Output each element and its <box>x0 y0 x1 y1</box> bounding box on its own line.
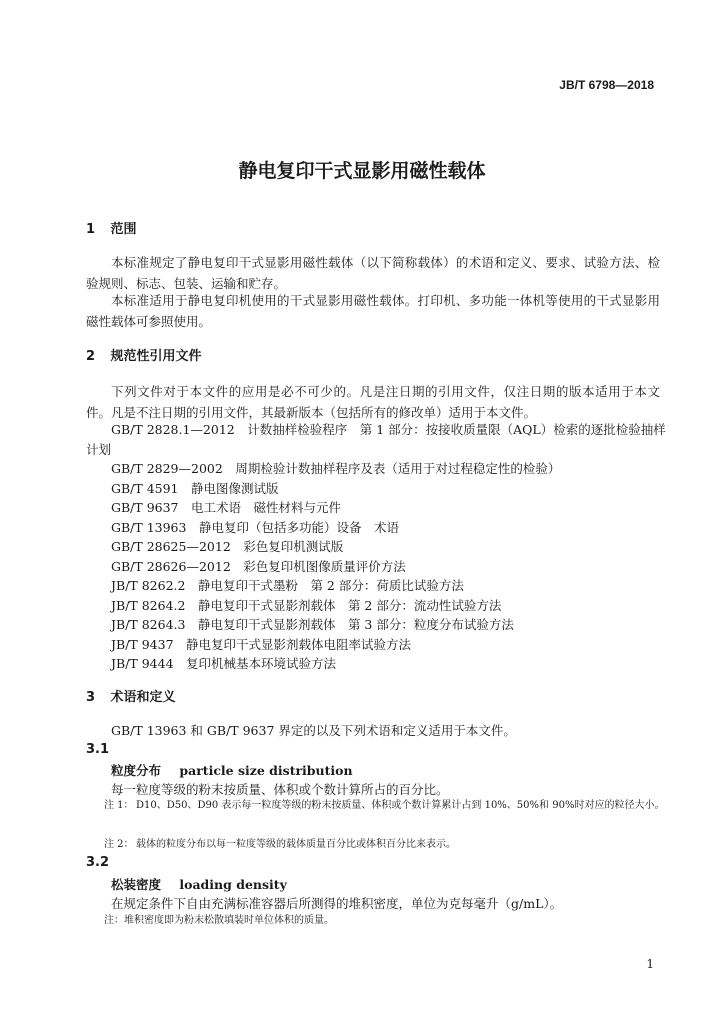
reference-item: GB/T 9637 电工术语 磁性材料与元件 <box>111 500 342 515</box>
term-chinese: 粒度分布 <box>111 763 162 778</box>
section-3-heading <box>86 686 176 705</box>
reference-list <box>86 420 666 674</box>
note-label: 注： <box>104 915 124 926</box>
section-number: 1 <box>86 222 96 237</box>
section-3-intro: GB/T 13963 和 GB/T 9637 界定的以及下列术语和定义适用于本文件。 <box>111 723 516 738</box>
section-number: 3 <box>86 690 96 705</box>
section-1-heading <box>86 218 137 237</box>
reference-item: GB/T 28625—2012 彩色复印机测试版 <box>111 539 344 554</box>
term-number: 3.1 <box>86 742 110 757</box>
reference-item: JB/T 8264.3 静电复印干式显影剂载体 第 3 部分：粒度分布试验方法 <box>111 617 514 632</box>
document-title: 静电复印干式显影用磁性载体 <box>238 160 486 182</box>
reference-item: GB/T 2829—2002 周期检验计数抽样程序及表（适用于对过程稳定性的检验） <box>111 461 561 476</box>
standard-code: JB/T 6798—2018 <box>559 78 654 92</box>
section-title: 术语和定义 <box>110 690 176 705</box>
note-label: 注 1： <box>104 800 134 811</box>
reference-item: GB/T 28626—2012 彩色复印机图像质量评价方法 <box>111 558 406 574</box>
reference-item: JB/T 8262.2 静电复印干式墨粉 第 2 部分：荷质比试验方法 <box>111 578 464 593</box>
section-2-heading <box>86 345 202 364</box>
term-heading <box>111 875 287 893</box>
reference-item: JB/T 8264.2 静电复印干式显影剂载体 第 2 部分：流动性试验方法 <box>111 597 502 613</box>
note-text: 堆积密度即为粉末松散填装时单位体积的质量。 <box>124 915 334 926</box>
section-number: 2 <box>86 349 96 364</box>
term-definition: 每一粒度等级的粉末按质量、体积或个数计算所占的百分比。 <box>111 782 449 797</box>
reference-item: GB/T 2828.1—2012 计数抽样检验程序 第 1 部分：按接收质量限（AQL）检索的逐批检验抽样计划 <box>86 422 666 457</box>
note-label: 注 2： <box>104 839 134 850</box>
term-note <box>104 911 670 931</box>
reference-item: GB/T 13963 静电复印（包括多功能）设备 术语 <box>111 519 399 535</box>
note-text: 载体的粒度分布以每一粒度等级的载体质量百分比或体积百分比来表示。 <box>136 839 456 850</box>
section-1-paragraph-2: 本标准适用于静电复印机使用的干式显影用磁性载体。打印机、多功能一体机等使用的干式显影用磁性载体可参照使用。 <box>86 293 660 329</box>
term-chinese: 松装密度 <box>111 877 162 892</box>
term-definition: 在规定条件下自由充满标准容器后所测得的堆积密度，单位为克每毫升（g/mL）。 <box>111 896 563 911</box>
section-title: 规范性引用文件 <box>110 349 202 364</box>
term-note <box>104 796 670 816</box>
term-number: 3.2 <box>86 855 110 870</box>
section-title: 范围 <box>110 222 137 237</box>
term-heading <box>111 761 353 779</box>
section-1-paragraph-1: 本标准规定了静电复印干式显影用磁性载体（以下简称载体）的术语和定义、要求、试验方法、检验规则、标志、包装、运输和贮存。 <box>86 255 660 291</box>
note-text: D10、D50、D90 表示每一粒度等级的粉末按质量、体积或个数计算累计占到 10%、50%和 90%时对应的粒径大小。 <box>136 800 665 811</box>
term-english: particle size distribution <box>179 763 353 778</box>
reference-item: GB/T 4591 静电图像测试版 <box>111 480 279 496</box>
page-number: 1 <box>646 957 654 971</box>
reference-item: JB/T 9444 复印机械基本环境试验方法 <box>111 656 337 671</box>
term-note <box>104 835 670 855</box>
section-2-intro: 下列文件对于本文件的应用是必不可少的。凡是注日期的引用文件，仅注日期的版本适用于本文件。凡是不注日期的引用文件，其最新版本（包括所有的修改单）适用于本文件。 <box>86 384 660 420</box>
term-english: loading density <box>179 877 287 892</box>
reference-item: JB/T 9437 静电复印干式显影剂载体电阻率试验方法 <box>111 636 412 652</box>
